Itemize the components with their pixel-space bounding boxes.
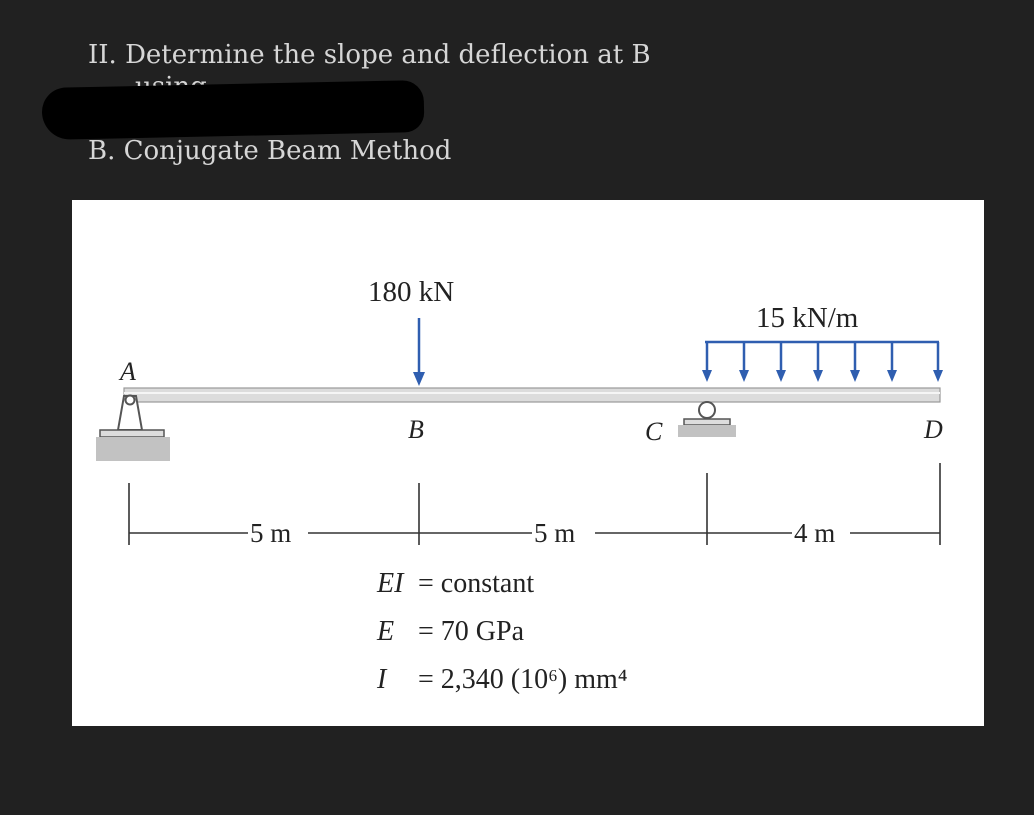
dim-ab-label: 5 m [250,518,292,548]
point-load-arrow [413,318,425,386]
udl-arrow [887,342,897,382]
point-d-label: D [924,415,943,444]
beam-figure [72,200,984,726]
udl-arrow [850,342,860,382]
e-symbol: E [377,616,395,647]
e-value: = 70 GPa [418,616,525,647]
i-value: = 2,340 (10⁶) mm⁴ [418,664,628,695]
udl-arrow [739,342,749,382]
problem-heading: II. Determine the slope and deflection at B [88,40,651,70]
udl-arrow [933,342,943,382]
distributed-load [702,342,943,382]
roller-support-c [678,402,736,437]
pin-support-a [96,396,170,462]
dim-bc-label: 5 m [534,518,576,548]
udl-arrow [776,342,786,382]
point-b-label: B [408,415,424,444]
ei-value: = constant [418,568,535,599]
redaction-mark [41,80,424,140]
point-load-label: 180 kN [368,276,455,308]
beam [124,388,940,402]
point-c-label: C [645,417,663,446]
udl-arrow [813,342,823,382]
i-symbol: I [377,664,387,695]
udl-arrow [702,342,712,382]
distributed-load-label: 15 kN/m [756,302,859,334]
ei-symbol: EI [377,568,404,599]
method-label: B. Conjugate Beam Method [88,136,452,166]
beam-properties [376,568,628,695]
beam-diagram [72,200,984,726]
dim-cd-label: 4 m [794,518,836,548]
point-a-label: A [120,357,136,386]
